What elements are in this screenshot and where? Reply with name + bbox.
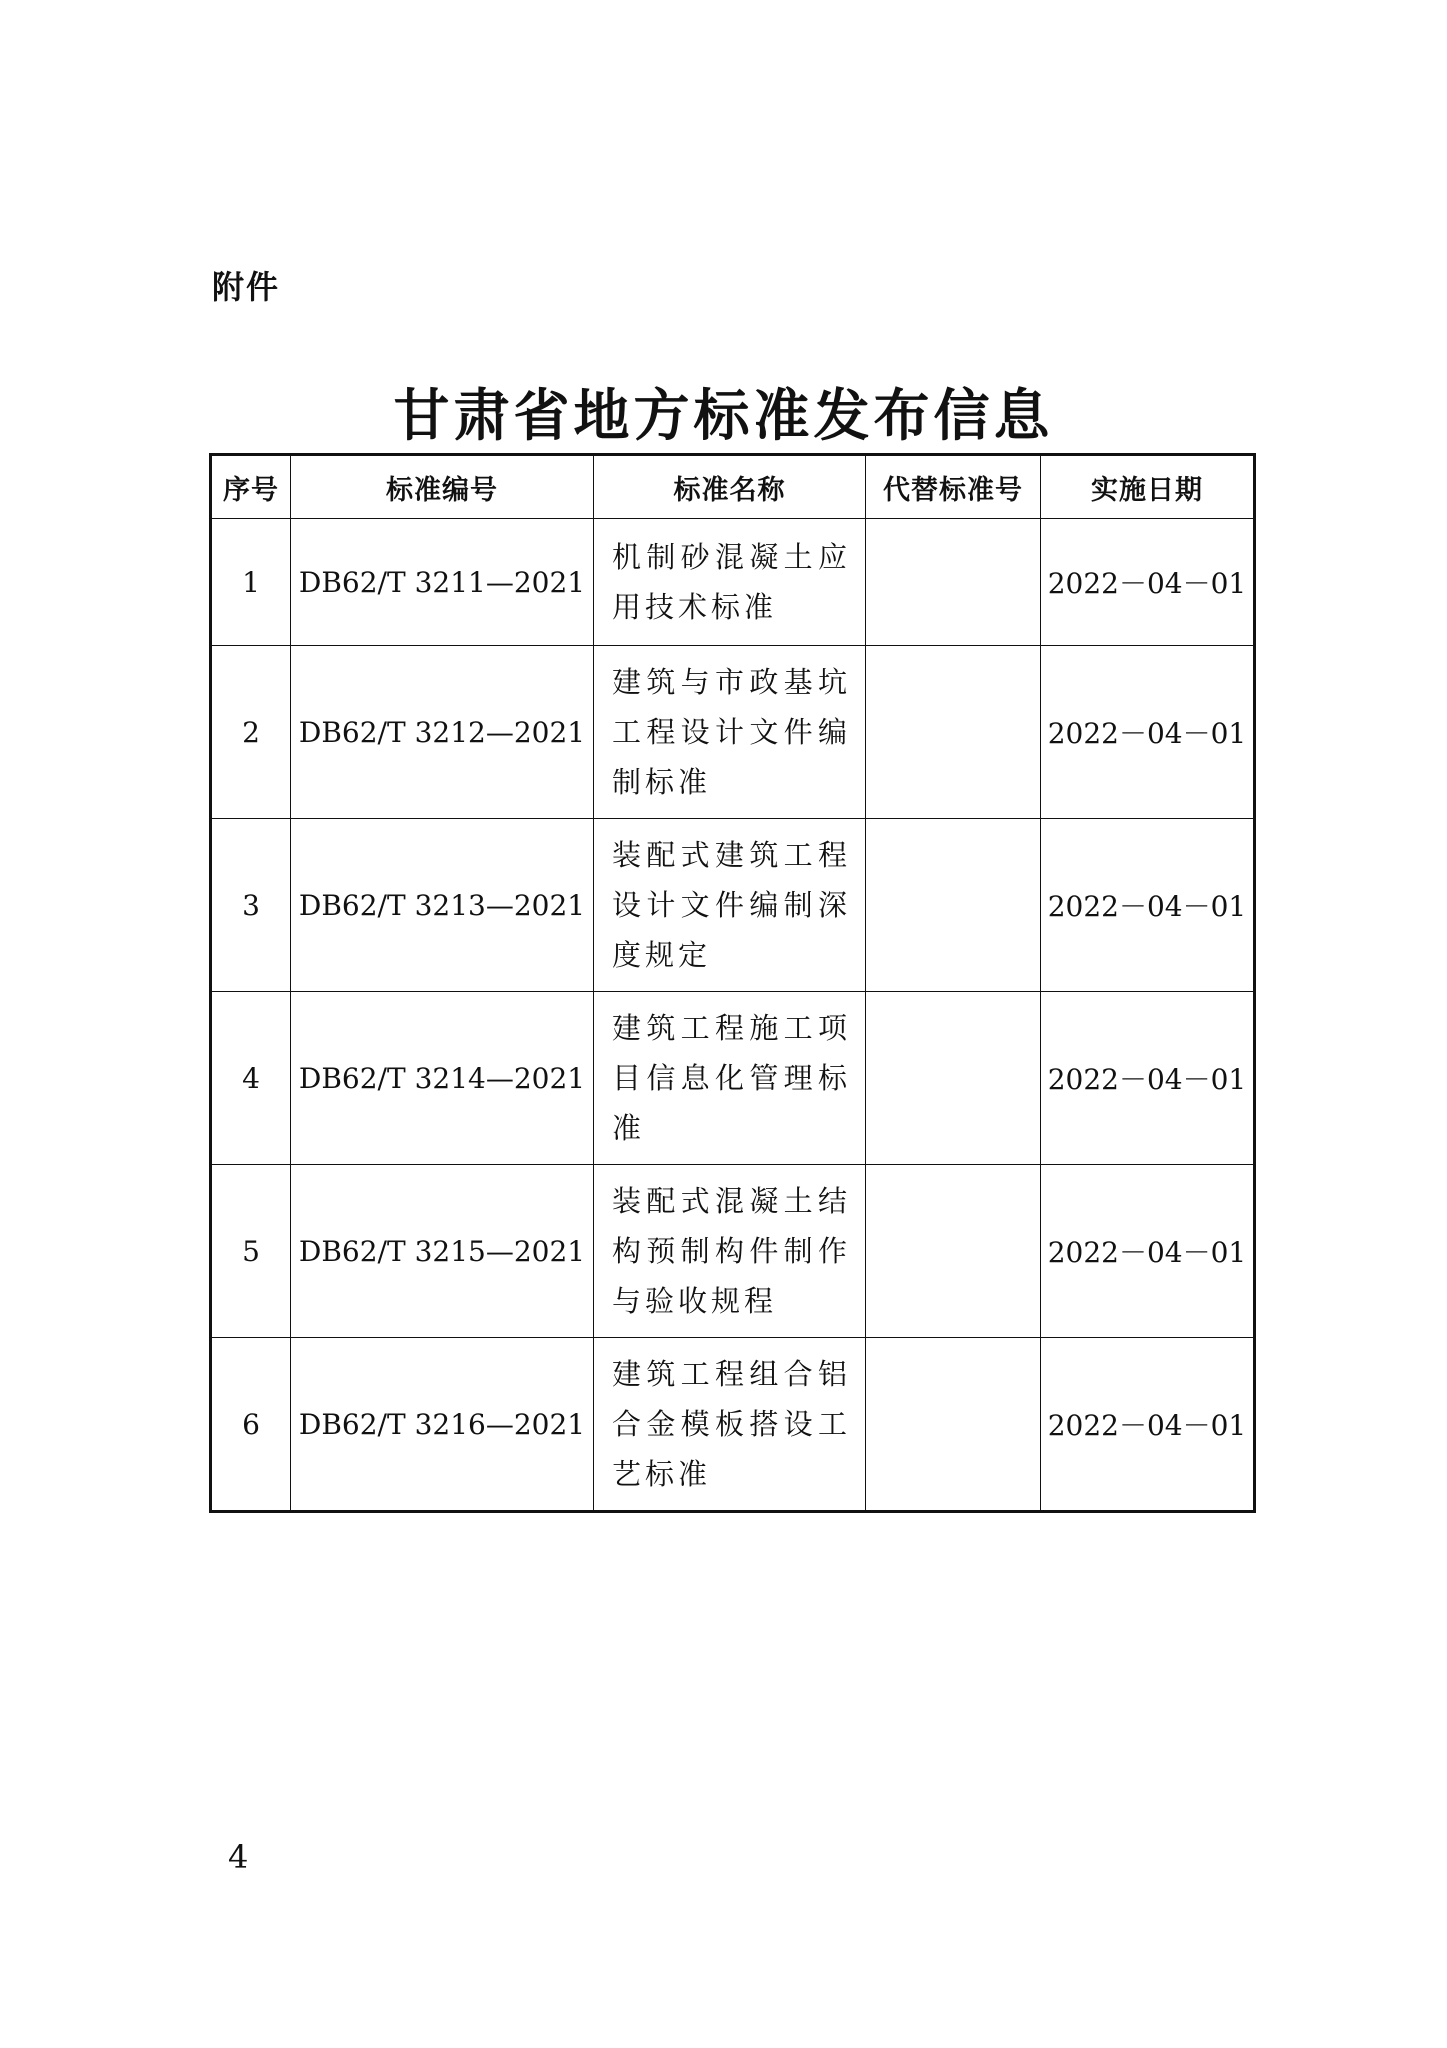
cell-code: DB62/T 3211—2021 xyxy=(291,519,594,646)
attachment-label: 附件 xyxy=(212,268,281,306)
cell-date: 2022－04－01 xyxy=(1041,992,1255,1165)
cell-code: DB62/T 3213—2021 xyxy=(291,819,594,992)
cell-replace xyxy=(866,519,1041,646)
cell-seq: 2 xyxy=(211,646,291,819)
cell-code: DB62/T 3214—2021 xyxy=(291,992,594,1165)
table-header-row xyxy=(211,455,1255,519)
cell-name: 建筑与市政基坑工程设计文件编制标准 xyxy=(594,646,866,819)
cell-date: 2022－04－01 xyxy=(1041,519,1255,646)
cell-replace xyxy=(866,1338,1041,1512)
cell-seq: 3 xyxy=(211,819,291,992)
table-row xyxy=(211,992,1255,1165)
cell-code: DB62/T 3215—2021 xyxy=(291,1165,594,1338)
cell-date: 2022－04－01 xyxy=(1041,646,1255,819)
cell-replace xyxy=(866,1165,1041,1338)
cell-seq: 1 xyxy=(211,519,291,646)
document-title: 甘肃省地方标准发布信息 xyxy=(393,383,1054,449)
column-header-name: 标准名称 xyxy=(594,455,866,519)
cell-name: 机制砂混凝土应用技术标准 xyxy=(594,519,866,646)
cell-seq: 4 xyxy=(211,992,291,1165)
cell-replace xyxy=(866,819,1041,992)
table-row xyxy=(211,1165,1255,1338)
table-row xyxy=(211,819,1255,992)
page-number: 4 xyxy=(228,1838,249,1876)
standards-table xyxy=(209,453,1256,1513)
cell-date: 2022－04－01 xyxy=(1041,819,1255,992)
cell-code: DB62/T 3212—2021 xyxy=(291,646,594,819)
table-row xyxy=(211,646,1255,819)
cell-code: DB62/T 3216—2021 xyxy=(291,1338,594,1512)
column-header-date: 实施日期 xyxy=(1041,455,1255,519)
cell-date: 2022－04－01 xyxy=(1041,1338,1255,1512)
cell-seq: 5 xyxy=(211,1165,291,1338)
table-row xyxy=(211,519,1255,646)
column-header-seq: 序号 xyxy=(211,455,291,519)
column-header-code: 标准编号 xyxy=(291,455,594,519)
cell-name: 装配式混凝土结构预制构件制作与验收规程 xyxy=(594,1165,866,1338)
cell-replace xyxy=(866,992,1041,1165)
cell-replace xyxy=(866,646,1041,819)
cell-name: 建筑工程施工项目信息化管理标准 xyxy=(594,992,866,1165)
cell-seq: 6 xyxy=(211,1338,291,1512)
cell-name: 装配式建筑工程设计文件编制深度规定 xyxy=(594,819,866,992)
column-header-replace: 代替标准号 xyxy=(866,455,1041,519)
cell-date: 2022－04－01 xyxy=(1041,1165,1255,1338)
table-row xyxy=(211,1338,1255,1512)
cell-name: 建筑工程组合铝合金模板搭设工艺标准 xyxy=(594,1338,866,1512)
